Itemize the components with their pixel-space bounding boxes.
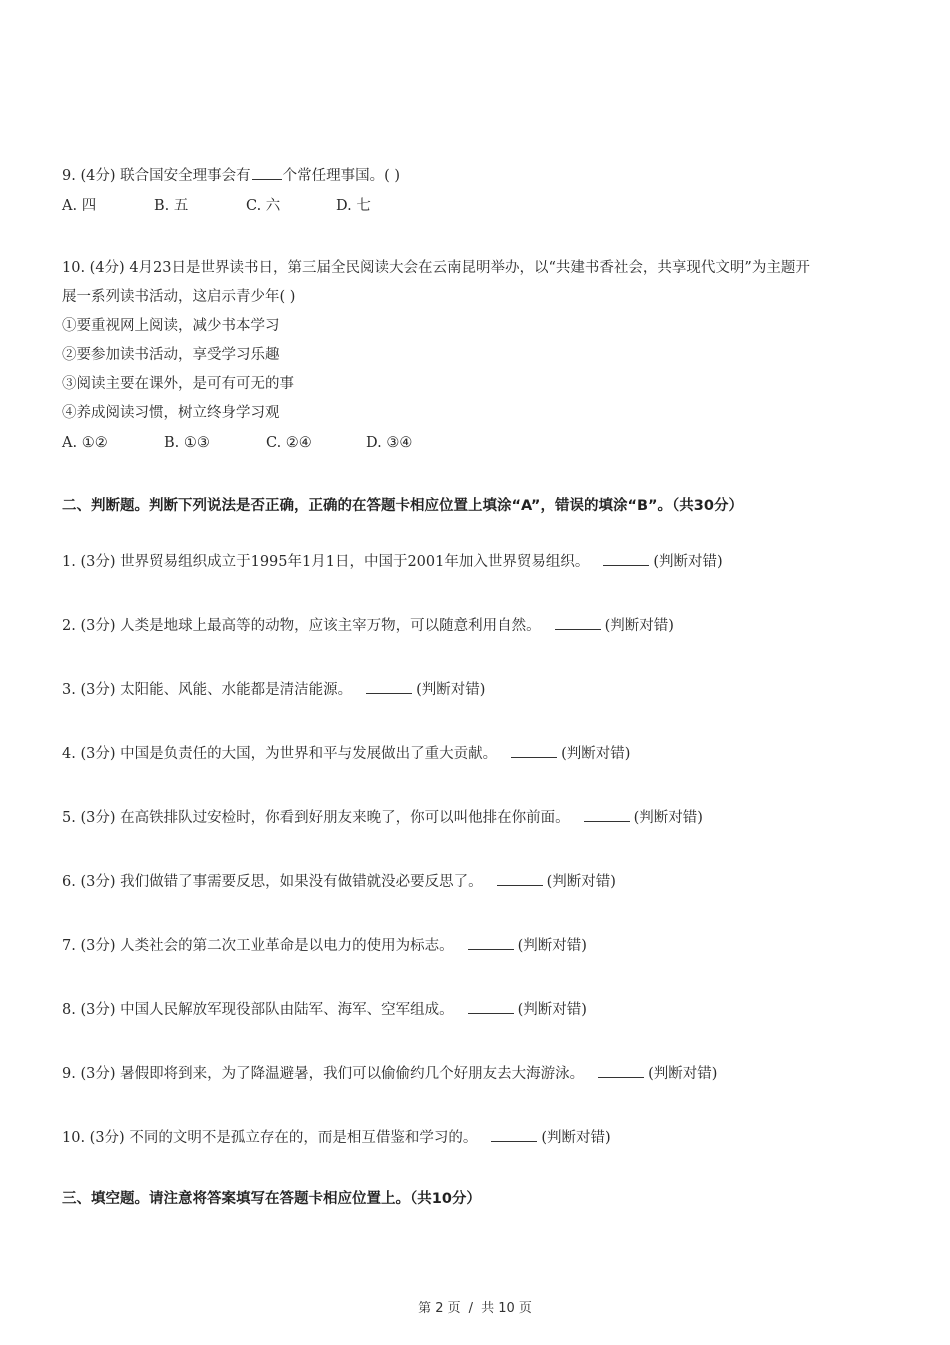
tf-item-5-suffix: (判断对错) [633,810,703,826]
tf-item-3-blank [366,679,412,694]
tf-item-10 [62,1127,611,1148]
q9-option-a: A. 四 [62,198,97,214]
tf-item-9-blank [598,1063,644,1078]
q9-blank [252,165,282,180]
tf-item-4-text: 4. (3分) 中国是负责任的大国，为世界和平与发展做出了重大贡献。 [62,746,498,762]
tf-item-1 [62,551,723,572]
section2-heading: 二、判断题。判断下列说法是否正确，正确的在答题卡相应位置上填涂“A”，错误的填涂“B”。（共30分） [62,498,743,514]
tf-item-2-text: 2. (3分) 人类是地球上最高等的动物，应该主宰万物，可以随意利用自然。 [62,618,541,634]
q9-options [62,196,371,216]
tf-item-7 [62,935,587,956]
q10-option-d: D. ③④ [366,435,413,451]
tf-item-1-text: 1. (3分) 世界贸易组织成立于1995年1月1日，中国于2001年加入世界贸易组织。 [62,554,590,570]
tf-item-4 [62,743,630,764]
tf-item-9-text: 9. (3分) 暑假即将到来，为了降温避暑，我们可以偷偷约几个好朋友去大海游泳。 [62,1066,585,1082]
q10-option-c: C. ②④ [266,435,312,451]
tf-item-8-suffix: (判断对错) [517,1002,587,1018]
tf-item-10-suffix: (判断对错) [541,1130,611,1146]
tf-item-6-suffix: (判断对错) [546,874,616,890]
tf-item-7-blank [468,935,514,950]
tf-item-4-suffix: (判断对错) [561,746,631,762]
tf-item-6-text: 6. (3分) 我们做错了事需要反思，如果没有做错就没必要反思了。 [62,874,483,890]
q9-stem-post: 个常任理事国。( ) [282,168,401,184]
q9-stem-pre: 9. (4分) 联合国安全理事会有 [62,168,251,184]
tf-item-9-suffix: (判断对错) [648,1066,718,1082]
tf-item-5 [62,807,703,828]
q10-stem-line1: 10. (4分) 4月23日是世界读书日，第三届全民阅读大会在云南昆明举办，以“共建书香社会，共享现代文明”为主题开 [62,260,810,276]
tf-item-5-text: 5. (3分) 在高铁排队过安检时，你看到好朋友来晚了，你可以叫他排在你前面。 [62,810,570,826]
q9-option-d: D. 七 [336,198,371,214]
tf-item-3-text: 3. (3分) 太阳能、风能、水能都是清洁能源。 [62,682,353,698]
tf-item-7-suffix: (判断对错) [517,938,587,954]
q10-item-4: ④养成阅读习惯，树立终身学习观 [62,405,280,421]
tf-item-5-blank [584,807,630,822]
q10-item-3: ③阅读主要在课外，是可有可无的事 [62,376,294,392]
tf-item-6 [62,871,616,892]
tf-item-3-suffix: (判断对错) [416,682,486,698]
footer-separator: / [468,1301,474,1316]
q10-item-2: ②要参加读书活动，享受学习乐趣 [62,347,280,363]
footer-total-pages: 共 10 页 [481,1301,532,1316]
q10-stem-line2: 展一系列读书活动，这启示青少年( ) [62,289,296,305]
tf-item-1-blank [603,551,649,566]
tf-item-4-blank [511,743,557,758]
tf-item-9 [62,1063,717,1084]
tf-item-3 [62,679,485,700]
q10-option-a: A. ①② [62,435,108,451]
tf-item-7-text: 7. (3分) 人类社会的第二次工业革命是以电力的使用为标志。 [62,938,454,954]
tf-item-1-suffix: (判断对错) [653,554,723,570]
tf-item-2-blank [555,615,601,630]
q10-item-1: ①要重视网上阅读，减少书本学习 [62,318,280,334]
tf-item-8-blank [468,999,514,1014]
section3-heading: 三、填空题。请注意将答案填写在答题卡相应位置上。（共10分） [62,1191,481,1207]
q10-option-b: B. ①③ [164,435,210,451]
tf-item-8-text: 8. (3分) 中国人民解放军现役部队由陆军、海军、空军组成。 [62,1002,454,1018]
tf-item-6-blank [497,871,543,886]
tf-item-10-text: 10. (3分) 不同的文明不是孤立存在的，而是相互借鉴和学习的。 [62,1130,478,1146]
q9-option-c: C. 六 [246,198,281,214]
page-footer [0,1297,950,1316]
tf-item-10-blank [491,1127,537,1142]
tf-item-8 [62,999,587,1020]
q9-stem [62,165,400,186]
tf-item-2-suffix: (判断对错) [604,618,674,634]
q9-option-b: B. 五 [154,198,189,214]
tf-item-2 [62,615,674,636]
q10-options [62,433,412,453]
footer-page-number: 第 2 页 [418,1301,461,1316]
